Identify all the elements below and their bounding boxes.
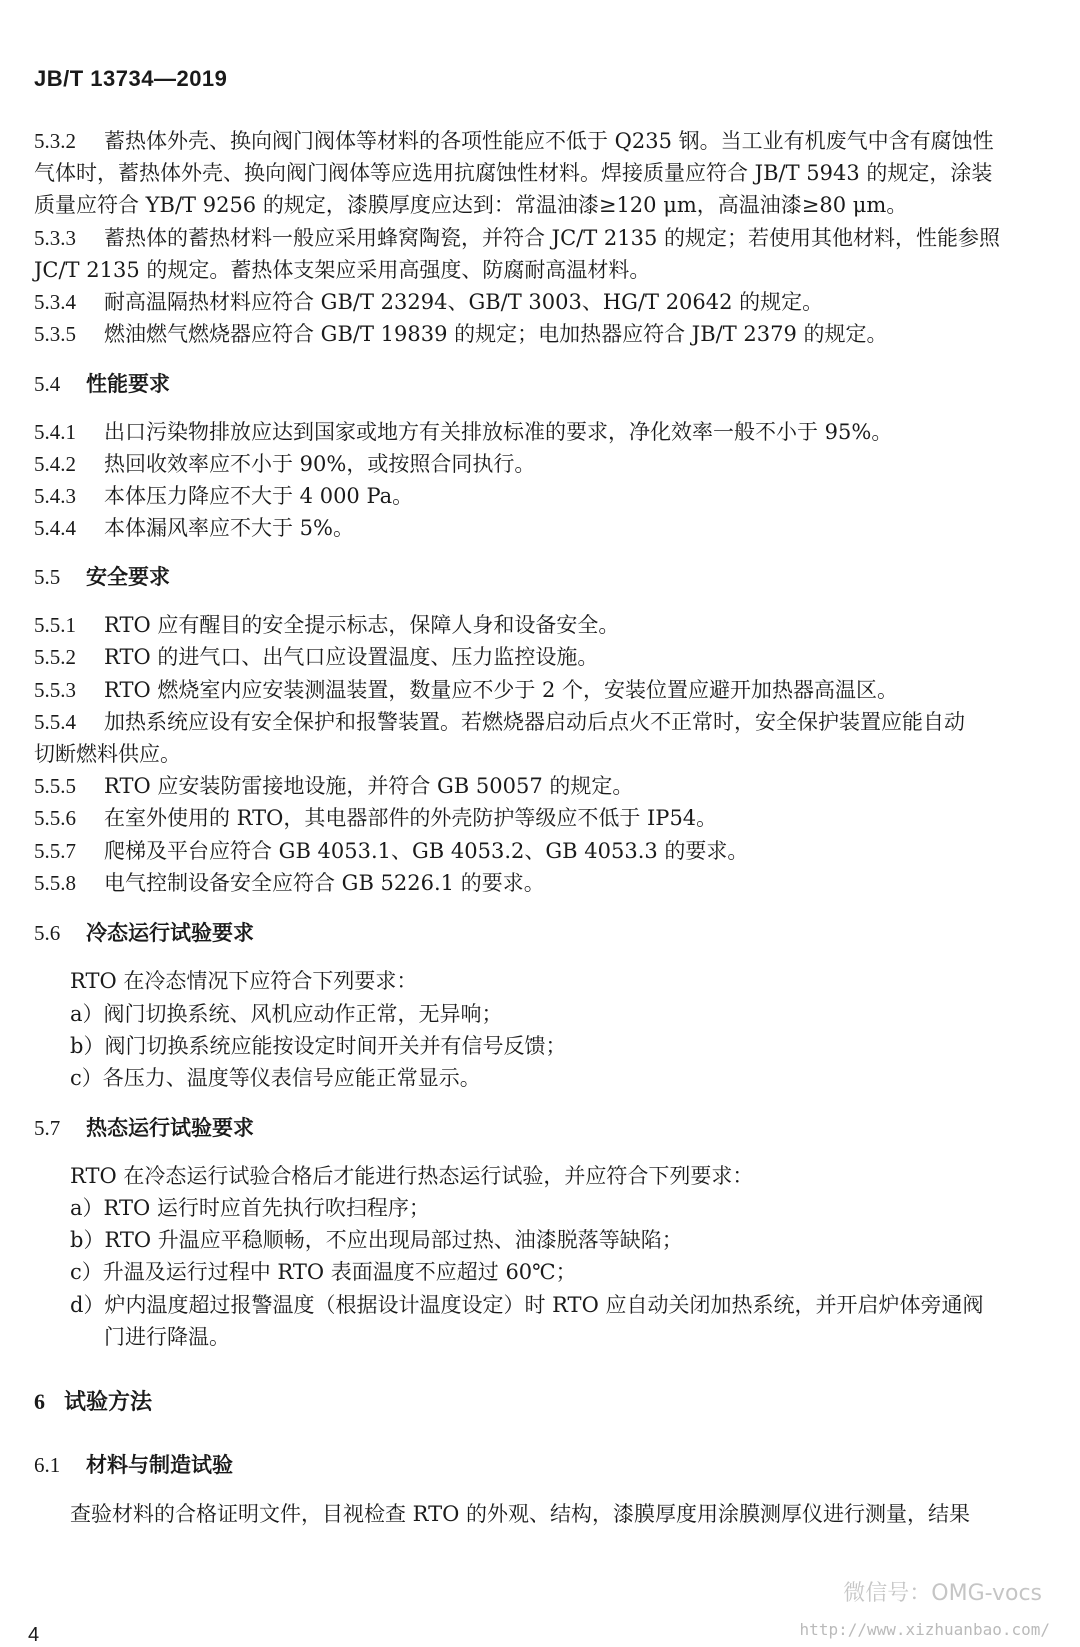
- paragraph-line: [34, 191, 1046, 219]
- clause-text: RTO 应有醒目的安全提示标志，保障人身和设备安全。: [104, 613, 620, 637]
- clause-text: 性能要求: [86, 371, 170, 396]
- paragraph-line: [70, 1194, 1046, 1222]
- clause-number: 5.3.4: [34, 290, 76, 314]
- paragraph-line: [34, 740, 1046, 768]
- clause-text: c）各压力、温度等仪表信号应能正常显示。: [70, 1066, 481, 1090]
- clause-text: RTO 在冷态运行试验合格后才能进行热态运行试验，并应符合下列要求：: [70, 1164, 754, 1188]
- clause-text: 蓄热体外壳、换向阀门阀体等材料的各项性能应不低于 Q235 钢。当工业有机废气中含有腐蚀性: [104, 129, 994, 153]
- clause-number: 5.5.6: [34, 806, 76, 830]
- clause-number: 5.3.2: [34, 129, 76, 153]
- clause-text: c）升温及运行过程中 RTO 表面温度不应超过 60℃；: [70, 1260, 577, 1284]
- clause-text: 耐高温隔热材料应符合 GB/T 23294、GB/T 3003、HG/T 20642 的规定。: [104, 290, 824, 314]
- clause-text: JC/T 2135 的规定。蓄热体支架应采用高强度、防腐耐高温材料。: [34, 258, 651, 282]
- clause-number: 5.3.5: [34, 322, 76, 346]
- paragraph-line: [70, 1291, 1046, 1319]
- paragraph-line: [34, 772, 1046, 800]
- clause-text: RTO 燃烧室内应安装测温装置，数量应不少于 2 个，安装位置应避开加热器高温区。: [104, 678, 899, 702]
- clause-text: RTO 应安装防雷接地设施，并符合 GB 50057 的规定。: [104, 774, 634, 798]
- paragraph-line: [34, 708, 1046, 736]
- paragraph-line: [70, 1032, 1046, 1060]
- paragraph-line: [34, 418, 1046, 446]
- clause-number: 5.4.3: [34, 484, 76, 508]
- section-heading: [34, 1114, 1046, 1142]
- clause-number: 5.4.2: [34, 452, 76, 476]
- clause-text: 材料与制造试验: [86, 1452, 233, 1477]
- clause-number: 6.1: [34, 1453, 61, 1477]
- clause-text: 气体时，蓄热体外壳、换向阀门阀体等应选用抗腐蚀性材料。焊接质量应符合 JB/T 5943 的规定，涂装: [34, 161, 993, 185]
- paragraph-line: [34, 837, 1046, 865]
- clause-text: 出口污染物排放应达到国家或地方有关排放标准的要求，净化效率一般不小于 95%。: [104, 420, 893, 444]
- clause-number: 5.5.5: [34, 774, 76, 798]
- watermark-url: http://www.xizhuanbao.com/: [799, 1620, 1050, 1639]
- section-heading: [34, 1451, 1046, 1479]
- paragraph-line: [70, 1000, 1046, 1028]
- paragraph-line: [70, 1226, 1046, 1254]
- section-heading: [34, 1388, 1046, 1416]
- paragraph-line: [34, 643, 1046, 671]
- clause-text: RTO 在冷态情况下应符合下列要求：: [70, 969, 418, 993]
- clause-text: 燃油燃气燃烧器应符合 GB/T 19839 的规定；电加热器应符合 JB/T 2379 的规定。: [104, 322, 888, 346]
- clause-text: 安全要求: [86, 564, 170, 589]
- section-heading: [34, 370, 1046, 398]
- paragraph-line: [70, 967, 1046, 995]
- paragraph-line: [34, 127, 1046, 155]
- clause-text: 查验材料的合格证明文件，目视检查 RTO 的外观、结构，漆膜厚度用涂膜测厚仪进行测量，结果: [70, 1502, 971, 1526]
- clause-number: 5.4.4: [34, 516, 76, 540]
- clause-text: b）RTO 升温应平稳顺畅，不应出现局部过热、油漆脱落等缺陷；: [70, 1228, 683, 1252]
- paragraph-line: [34, 159, 1046, 187]
- paragraph-line: [34, 320, 1046, 348]
- clause-text: 质量应符合 YB/T 9256 的规定，漆膜厚度应达到：常温油漆≥120 μm，高温油漆≥80 μm。: [34, 193, 908, 217]
- clause-text: 热回收效率应不小于 90%，或按照合同执行。: [104, 452, 536, 476]
- clause-number: 5.5: [34, 565, 61, 589]
- clause-number: 5.5.7: [34, 839, 76, 863]
- paragraph-line: [34, 514, 1046, 542]
- paragraph-line: [34, 869, 1046, 897]
- clause-text: 门进行降温。: [104, 1325, 230, 1349]
- clause-text: 本体漏风率应不大于 5%。: [104, 516, 354, 540]
- paragraph-line: [34, 611, 1046, 639]
- clause-text: 热态运行试验要求: [86, 1115, 254, 1140]
- clause-text: RTO 的进气口、出气口应设置温度、压力监控设施。: [104, 645, 599, 669]
- paragraph-line: [70, 1500, 1046, 1528]
- page-number: 4: [28, 1624, 40, 1646]
- clause-text: 爬梯及平台应符合 GB 4053.1、GB 4053.2、GB 4053.3 的要求。: [104, 839, 749, 863]
- paragraph-line: [34, 482, 1046, 510]
- clause-number: 5.5.2: [34, 645, 76, 669]
- paragraph-line: [34, 676, 1046, 704]
- paragraph-line: [34, 288, 1046, 316]
- clause-text: a）阀门切换系统、风机应动作正常，无异响；: [70, 1002, 503, 1026]
- clause-text: b）阀门切换系统应能按设定时间开关并有信号反馈；: [70, 1034, 567, 1058]
- clause-text: 试验方法: [64, 1389, 153, 1415]
- clause-text: 切断燃料供应。: [34, 742, 181, 766]
- paragraph-line: [104, 1323, 1046, 1351]
- paragraph-line: [34, 804, 1046, 832]
- clause-text: d）炉内温度超过报警温度（根据设计温度设定）时 RTO 应自动关闭加热系统，并开启炉体旁通阀: [70, 1293, 984, 1317]
- clause-number: 5.4.1: [34, 420, 76, 444]
- clause-text: 加热系统应设有安全保护和报警装置。若燃烧器启动后点火不正常时，安全保护装置应能自动: [104, 710, 965, 734]
- clause-number: 5.6: [34, 921, 61, 945]
- clause-number: 5.4: [34, 372, 61, 396]
- section-heading: [34, 563, 1046, 591]
- document-header: JB/T 13734—2019: [34, 66, 228, 91]
- clause-number: 5.5.4: [34, 710, 76, 734]
- clause-text: 蓄热体的蓄热材料一般应采用蜂窝陶瓷，并符合 JC/T 2135 的规定；若使用其他材料，性能参照: [104, 226, 1001, 250]
- clause-number: 5.5.3: [34, 678, 76, 702]
- clause-text: 本体压力降应不大于 4 000 Pa。: [104, 484, 414, 508]
- paragraph-line: [34, 256, 1046, 284]
- clause-text: a）RTO 运行时应首先执行吹扫程序；: [70, 1196, 430, 1220]
- clause-number: 6: [34, 1389, 45, 1414]
- clause-text: 电气控制设备安全应符合 GB 5226.1 的要求。: [104, 871, 545, 895]
- paragraph-line: [70, 1162, 1046, 1190]
- section-heading: [34, 919, 1046, 947]
- clause-number: 5.7: [34, 1116, 61, 1140]
- clause-text: 在室外使用的 RTO，其电器部件的外壳防护等级应不低于 IP54。: [104, 806, 718, 830]
- watermark-text: 微信号：OMG-vocs: [843, 1581, 1042, 1606]
- clause-number: 5.3.3: [34, 226, 76, 250]
- clause-number: 5.5.8: [34, 871, 76, 895]
- paragraph-line: [70, 1064, 1046, 1092]
- clause-text: 冷态运行试验要求: [86, 920, 254, 945]
- paragraph-line: [70, 1258, 1046, 1286]
- clause-number: 5.5.1: [34, 613, 76, 637]
- paragraph-line: [34, 450, 1046, 478]
- paragraph-line: [34, 224, 1046, 252]
